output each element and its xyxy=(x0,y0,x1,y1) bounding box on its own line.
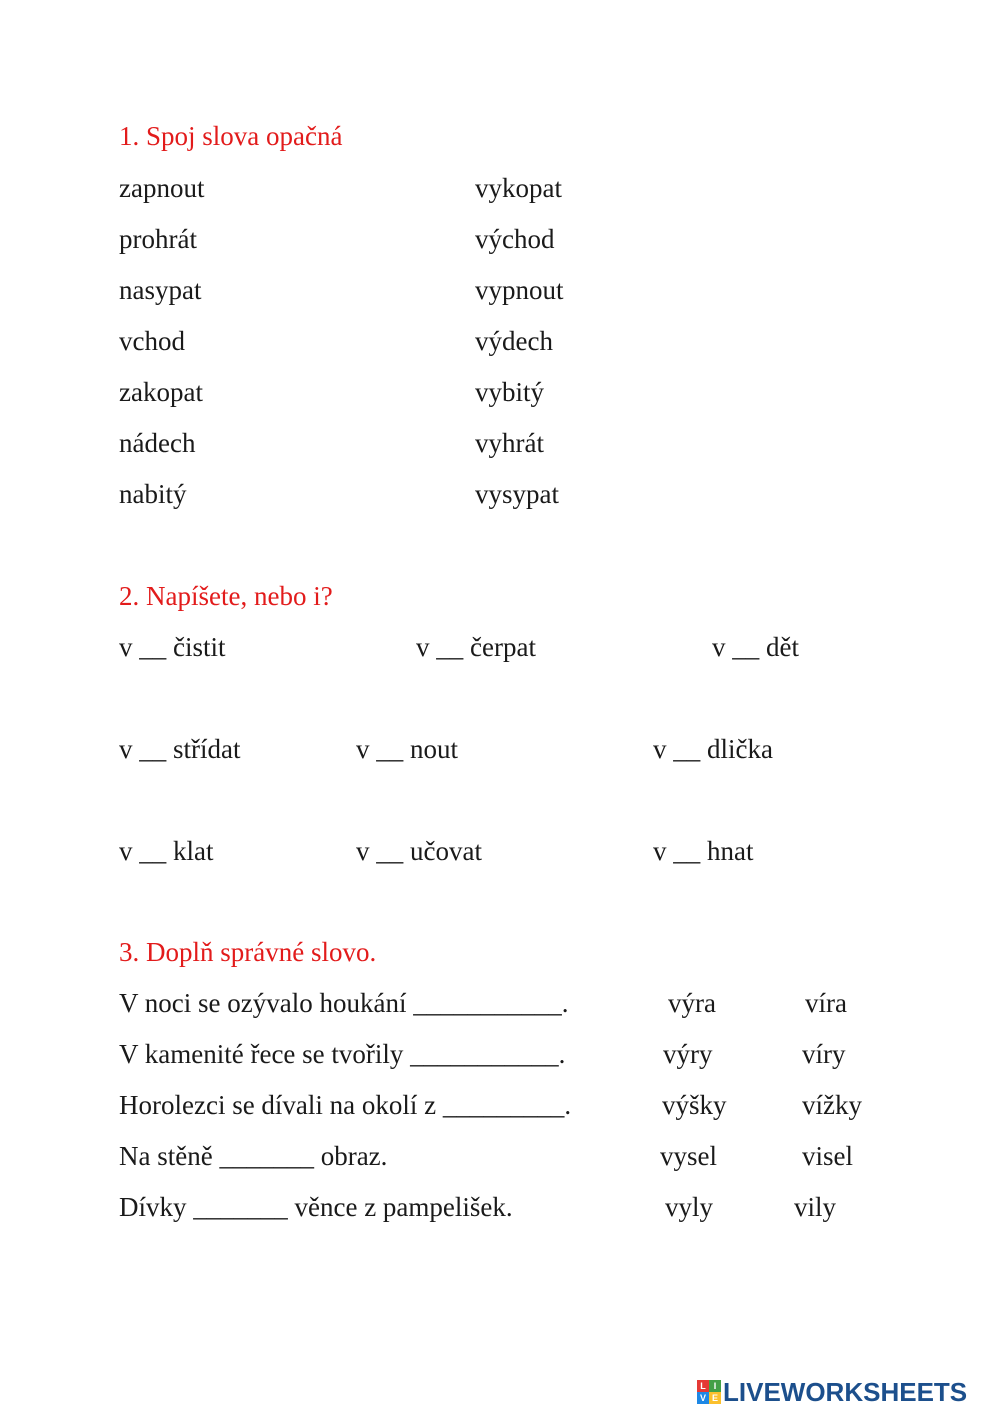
sentence-3[interactable]: Horolezci se dívali na okolí z _________. xyxy=(119,1090,572,1120)
word-right-4[interactable]: výdech xyxy=(475,326,553,356)
word-left-6[interactable]: nádech xyxy=(119,428,196,458)
logo-mark-icon xyxy=(697,1380,721,1404)
sentence-2[interactable]: V kamenité řece se tvořily ___________. xyxy=(119,1039,566,1069)
fill-blank-word[interactable]: v __ čerpat xyxy=(416,632,536,662)
option-b-5[interactable]: vily xyxy=(794,1192,837,1222)
logo-mark-cell: L xyxy=(697,1380,709,1392)
word-left-7[interactable]: nabitý xyxy=(119,479,187,509)
word-left-4[interactable]: vchod xyxy=(119,326,185,356)
word-right-6[interactable]: vyhrát xyxy=(475,428,544,458)
section-2-heading: 2. Napíšete, nebo i? xyxy=(119,581,333,611)
section-1-heading: 1. Spoj slova opačná xyxy=(119,121,343,151)
option-a-3[interactable]: výšky xyxy=(662,1090,727,1120)
logo-mark-cell: V xyxy=(697,1392,709,1404)
word-right-3[interactable]: vypnout xyxy=(475,275,564,305)
word-right-7[interactable]: vysypat xyxy=(475,479,559,509)
option-b-2[interactable]: víry xyxy=(802,1039,846,1069)
option-b-4[interactable]: visel xyxy=(802,1141,853,1171)
word-right-1[interactable]: vykopat xyxy=(475,173,562,203)
liveworksheets-logo xyxy=(697,1377,967,1407)
logo-text: LIVEWORKSHEETS xyxy=(723,1376,968,1407)
option-a-4[interactable]: vysel xyxy=(660,1141,717,1171)
fill-blank-word[interactable]: v __ učovat xyxy=(356,836,482,866)
word-right-2[interactable]: východ xyxy=(475,224,555,254)
fill-blank-word[interactable]: v __ nout xyxy=(356,734,459,764)
fill-blank-word[interactable]: v __ dlička xyxy=(653,734,773,764)
option-b-1[interactable]: víra xyxy=(805,988,847,1018)
word-left-1[interactable]: zapnout xyxy=(119,173,205,203)
word-left-5[interactable]: zakopat xyxy=(119,377,203,407)
word-left-2[interactable]: prohrát xyxy=(119,224,197,254)
fill-blank-word[interactable]: v __ klat xyxy=(119,836,214,866)
fill-blank-word[interactable]: v __ dět xyxy=(712,632,799,662)
option-a-1[interactable]: výra xyxy=(668,988,716,1018)
sentence-1[interactable]: V noci se ozývalo houkání ___________. xyxy=(119,988,569,1018)
fill-blank-word[interactable]: v __ hnat xyxy=(653,836,754,866)
logo-mark-cell: I xyxy=(709,1380,721,1392)
option-b-3[interactable]: vížky xyxy=(802,1090,862,1120)
sentence-4[interactable]: Na stěně _______ obraz. xyxy=(119,1141,388,1171)
fill-blank-word[interactable]: v __ čistit xyxy=(119,632,226,662)
word-left-3[interactable]: nasypat xyxy=(119,275,202,305)
fill-blank-word[interactable]: v __ střídat xyxy=(119,734,241,764)
word-right-5[interactable]: vybitý xyxy=(475,377,545,407)
logo-mark-cell: E xyxy=(709,1392,721,1404)
sentence-5[interactable]: Dívky _______ věnce z pampelišek. xyxy=(119,1192,513,1222)
option-a-2[interactable]: výry xyxy=(663,1039,713,1069)
section-3-heading: 3. Doplň správné slovo. xyxy=(119,937,377,967)
option-a-5[interactable]: vyly xyxy=(665,1192,714,1222)
